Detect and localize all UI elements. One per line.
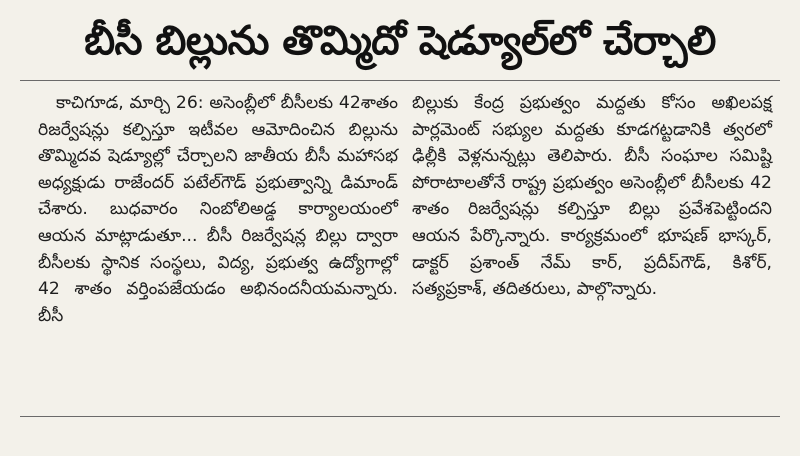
article-bottom-divider	[20, 416, 780, 417]
article-paragraph-right: బిల్లుకు కేంద్ర ప్రభుత్వం మద్దతు కోసం అఖిలపక్ష పార్లమెంట్ సభ్యుల మద్దతు కూడగట్టడానికి త్వరలో ఢిల్లీకి వెళ్లనున్నట్లు తెలిపారు. బీసీ సంఘాల సమిష్టి పోరాటాలతోనే రాష్ట్ర ప్రభుత్వం అసెంబ్లీలో బీసీలకు 42 శాతం రిజర్వేషన్లు కల్పిస్తూ బిల్లు ప్రవేశపెట్టిందని ఆయన పేర్కొన్నారు. కార్యక్రమంలో భూషణ్ భాస్కర్, డాక్టర్ ప్రశాంత్ నేమ్ కార్, ప్రదీప్‌గౌడ్, కిశోర్, సత్యప్రకాశ్, తదితరులు, పాల్గొన్నారు.	[412, 93, 772, 300]
article-column-left	[38, 90, 398, 329]
article-column-right	[412, 90, 772, 303]
article-paragraph-left: కాచిగూడ, మార్చి 26: అసెంబ్లీలో బీసీలకు 42శాతం రిజర్వేషన్లు కల్పిస్తూ ఇటీవల ఆమోదించిన బిల్లును తొమ్మిదవ షెడ్యూల్లో చేర్చాలని జాతీయ బీసీ మహాసభ అధ్యక్షుడు రాజేందర్ పటేల్‌గౌడ్ ప్రభుత్వాన్ని డిమాండ్ చేశారు. బుధవారం నింబోలిఅడ్డ కార్యాలయంలో ఆయన మాట్లాడుతూ... బీసీ రిజర్వేషన్ల బిల్లు ద్వారా బీసీలకు స్థానిక సంస్థలు, విద్య, ప్రభుత్వ ఉద్యోగాల్లో 42 శాతం వర్తింపజేయడం అభినందనీయమన్నారు. బీసీ	[38, 93, 398, 326]
headline-divider	[20, 80, 780, 81]
headline: బీసీ బిల్లును తొమ్మిదో షెడ్యూల్‌లో చేర్చాలి	[84, 18, 716, 64]
